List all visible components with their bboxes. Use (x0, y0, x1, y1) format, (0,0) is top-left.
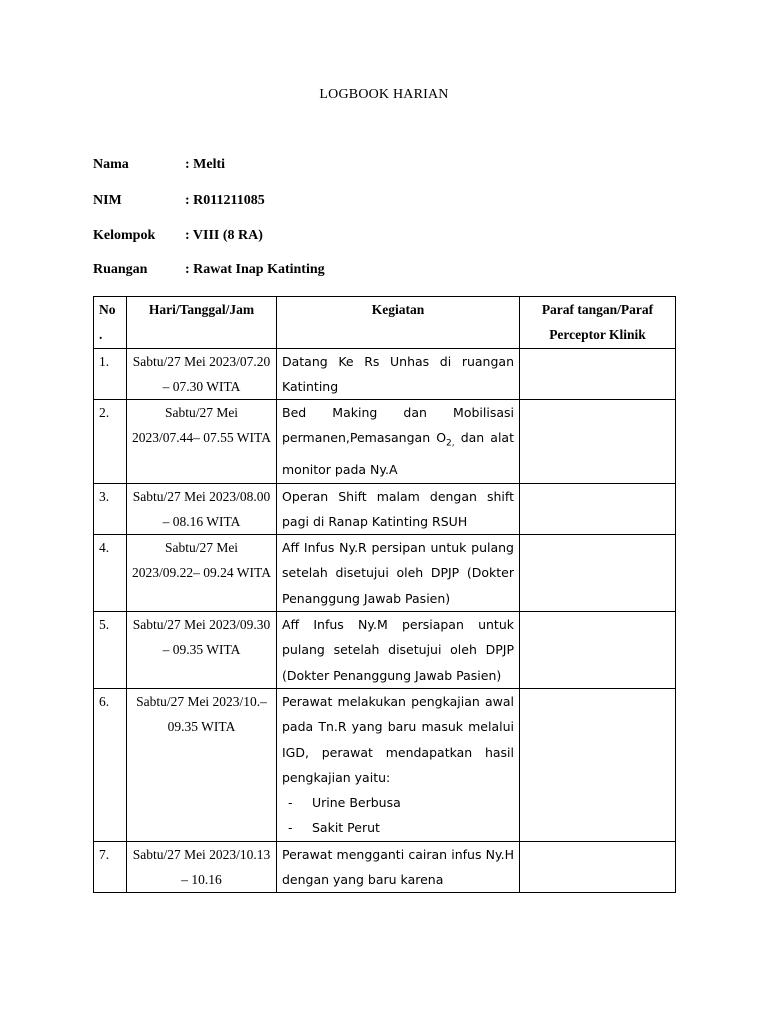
row-no: 3. (94, 483, 127, 535)
row-activity (277, 348, 520, 400)
row-activity (277, 688, 520, 841)
row-activity (277, 612, 520, 689)
list-item: - Urine Berbusa (288, 795, 401, 811)
info-value: : Melti (185, 157, 226, 172)
table-row (94, 535, 676, 612)
table-header-row (94, 297, 676, 349)
row-sign (520, 688, 676, 841)
list-item: - Sakit Perut (288, 820, 380, 836)
header-sign: Paraf tangan/Paraf Perceptor Klinik (520, 297, 676, 349)
row-date: Sabtu/27 Mei 2023/09.30 – 09.35 WITA (127, 612, 277, 689)
row-activity (277, 535, 520, 612)
row-sign (520, 612, 676, 689)
info-row-ruangan (93, 262, 325, 278)
row-no: 4. (94, 535, 127, 612)
info-label: Ruangan (93, 262, 148, 277)
row-no: 2. (94, 400, 127, 483)
row-no: 7. (94, 841, 127, 893)
info-row-nim (93, 193, 265, 209)
activity-text: Aff Infus Ny.R persipan untuk pulang setelah disetujui oleh DPJP (Dokter Penanggung Jawab Pasien) (282, 540, 514, 606)
activity-text: Operan Shift malam dengan shift pagi di Ranap Katinting RSUH (282, 488, 514, 529)
row-sign (520, 535, 676, 612)
row-activity (277, 400, 520, 483)
info-value: : Rawat Inap Katinting (185, 262, 325, 277)
row-date: Sabtu/27 Mei 2023/10.– 09.35 WITA (127, 688, 277, 841)
row-no: 6. (94, 688, 127, 841)
bullet-text: Urine Berbusa (312, 795, 401, 811)
activity-text: Aff Infus Ny.M persiapan untuk pulang setelah disetujui oleh DPJP (Dokter Penanggung Jawab Pasien) (282, 617, 514, 683)
table-row (94, 400, 676, 483)
row-activity (277, 483, 520, 535)
table-row (94, 612, 676, 689)
row-date: Sabtu/27 Mei 2023/07.20 – 07.30 WITA (127, 348, 277, 400)
logbook-table (93, 296, 676, 893)
row-date: Sabtu/27 Mei 2023/08.00 – 08.16 WITA (127, 483, 277, 535)
info-label: Kelompok (93, 228, 156, 243)
activity-text: Datang Ke Rs Unhas di ruangan Katinting (282, 353, 514, 394)
row-sign (520, 841, 676, 893)
row-sign (520, 483, 676, 535)
activity-text: Perawat mengganti cairan infus Ny.H dengan yang baru karena (282, 846, 514, 888)
info-row-kelompok (93, 228, 263, 244)
row-sign (520, 348, 676, 400)
row-date: Sabtu/27 Mei 2023/07.44– 07.55 WITA (127, 400, 277, 483)
table-row (94, 348, 676, 400)
row-no: 1. (94, 348, 127, 400)
row-no: 5. (94, 612, 127, 689)
bullet-text: Sakit Perut (312, 820, 380, 836)
activity-text-part: Bed Making dan Mobilisasi permanen,Pemasangan O (282, 405, 514, 446)
header-no: No . (94, 297, 127, 349)
info-value: : VIII (8 RA) (185, 228, 263, 243)
activity-text-part: dan alat monitor pada Ny.A (282, 430, 514, 478)
table-row (94, 688, 676, 841)
info-label: Nama (93, 157, 129, 172)
row-sign (520, 400, 676, 483)
row-activity (277, 841, 520, 893)
table-row (94, 483, 676, 535)
activity-text (282, 400, 514, 482)
row-date: Sabtu/27 Mei 2023/10.13 – 10.16 (127, 841, 277, 893)
table-row (94, 841, 676, 893)
header-activity: Kegiatan (277, 297, 520, 349)
activity-text: Perawat melakukan pengkajian awal pada Tn.R yang baru masuk melalui IGD, perawat mendapatkan hasil pengkajian yaitu: (282, 693, 514, 785)
activity-subscript: 2, (446, 438, 455, 449)
info-value: : R011211085 (185, 193, 265, 208)
activity-bullet-list (282, 790, 514, 841)
header-date: Hari/Tanggal/Jam (127, 297, 277, 349)
info-label: NIM (93, 193, 122, 208)
info-row-nama (93, 157, 225, 173)
row-date: Sabtu/27 Mei 2023/09.22– 09.24 WITA (127, 535, 277, 612)
document-title: LOGBOOK HARIAN (319, 87, 449, 102)
